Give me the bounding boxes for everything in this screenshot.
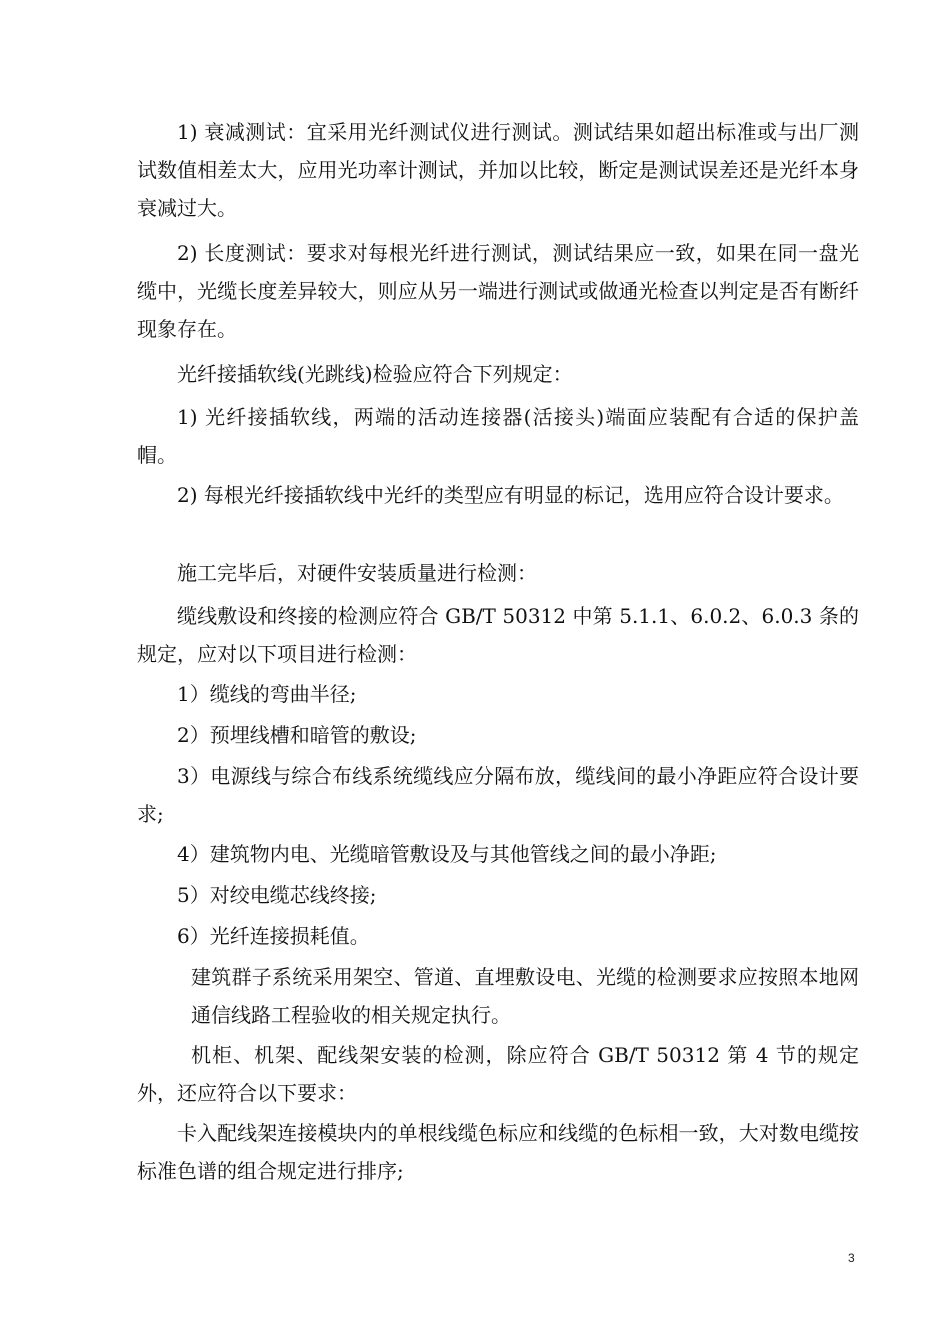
paragraph-attenuation-test: 1) 衰减测试：宜采用光纤测试仪进行测试。测试结果如超出标准或与出厂测试数值相差太大，应用光功率计测试，并加以比较，断定是测试误差还是光纤本身衰减过大。	[137, 120, 859, 220]
paragraph-length-test: 2) 长度测试：要求对每根光纤进行测试，测试结果应一致，如果在同一盘光缆中，光缆长度差异较大，则应从另一端进行测试或做通光检查以判定是否有断纤现象存在。	[137, 241, 859, 341]
list-item-twisted-pair-termination: 5）对绞电缆芯线终接;	[177, 883, 377, 907]
list-item-conduit-laying: 2）预埋线槽和暗管的敷设;	[177, 723, 417, 747]
paragraph-campus-subsystem: 建筑群子系统采用架空、管道、直埋敷设电、光缆的检测要求应按照本地网通信线路工程验收的相关规定执行。	[191, 965, 859, 1027]
page-number: 3	[848, 1251, 855, 1265]
list-item-power-separation: 3）电源线与综合布线系统缆线应分隔布放，缆线间的最小净距应符合设计要求;	[137, 764, 859, 826]
paragraph-color-code: 卡入配线架连接模块内的单根线缆色标应和线缆的色标相一致，大对数电缆按标准色谱的组合规定进行排序;	[137, 1121, 859, 1183]
paragraph-patch-cord-rules: 光纤接插软线(光跳线)检验应符合下列规定：	[177, 362, 573, 386]
paragraph-cable-laying-check: 缆线敷设和终接的检测应符合 GB/T 50312 中第 5.1.1、6.0.2、6.0.3 条的规定，应对以下项目进行检测：	[137, 604, 859, 666]
paragraph-patch-cord-item-1: 1) 光纤接插软线，两端的活动连接器(活接头)端面应装配有合适的保护盖帽。	[137, 405, 859, 467]
paragraph-rack-installation: 机柜、机架、配线架安装的检测，除应符合 GB/T 50312 第 4 节的规定外，还应符合以下要求：	[137, 1043, 859, 1105]
list-item-fiber-loss: 6）光纤连接损耗值。	[177, 924, 370, 948]
paragraph-patch-cord-item-2: 2) 每根光纤接插软线中光纤的类型应有明显的标记，选用应符合设计要求。	[177, 483, 844, 507]
paragraph-hardware-inspection: 施工完毕后，对硬件安装质量进行检测：	[177, 561, 537, 585]
list-item-min-clearance: 4）建筑物内电、光缆暗管敷设及与其他管线之间的最小净距;	[177, 842, 717, 866]
list-item-bend-radius: 1）缆线的弯曲半径;	[177, 682, 357, 706]
